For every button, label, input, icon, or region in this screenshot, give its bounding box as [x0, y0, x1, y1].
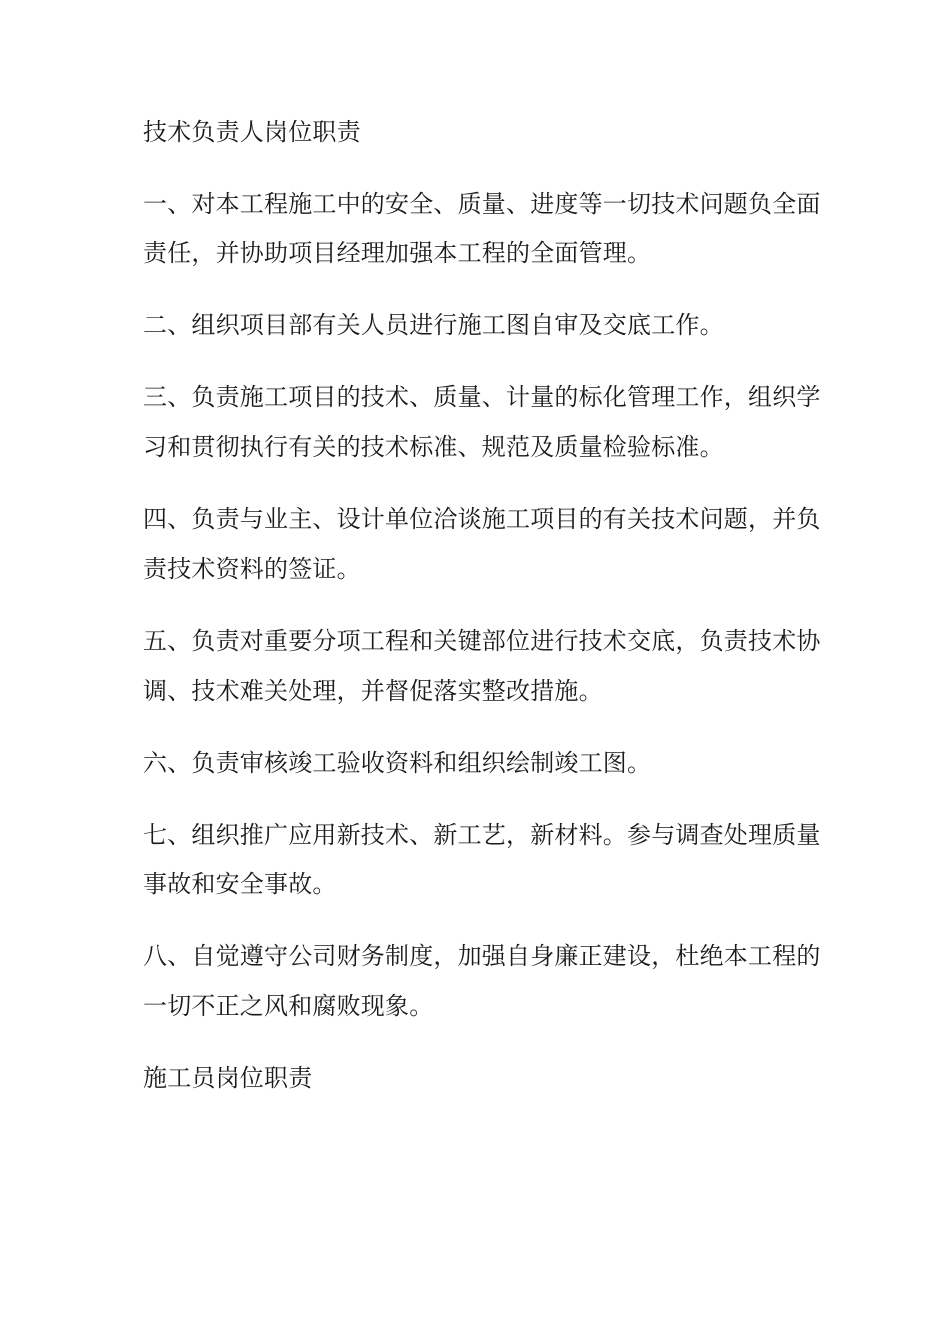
duty-item-3-line-2: 习和贯彻执行有关的技术标准、规范及质量检验标准。	[143, 433, 724, 461]
section-heading-construction-staff: 施工员岗位职责	[143, 1064, 313, 1092]
duty-item-4-line-2: 责技术资料的签证。	[143, 555, 361, 583]
duty-item-1-line-1: 一、对本工程施工中的安全、质量、进度等一切技术问题负全面	[143, 190, 821, 218]
duty-item-5-line-1: 五、负责对重要分项工程和关键部位进行技术交底，负责技术协	[143, 627, 821, 655]
duty-item-7-line-2: 事故和安全事故。	[143, 870, 337, 898]
duty-item-2-line-1: 二、组织项目部有关人员进行施工图自审及交底工作。	[143, 311, 724, 339]
duty-item-6-line-1: 六、负责审核竣工验收资料和组织绘制竣工图。	[143, 749, 652, 777]
duty-item-8-line-2: 一切不正之风和腐败现象。	[143, 992, 434, 1020]
duty-item-3-line-1: 三、负责施工项目的技术、质量、计量的标化管理工作，组织学	[143, 383, 821, 411]
duty-item-5-line-2: 调、技术难关处理，并督促落实整改措施。	[143, 677, 603, 705]
duty-item-7-line-1: 七、组织推广应用新技术、新工艺，新材料。参与调查处理质量	[143, 821, 821, 849]
duty-item-8-line-1: 八、自觉遵守公司财务制度，加强自身廉正建设，杜绝本工程的	[143, 942, 821, 970]
duty-item-4-line-1: 四、负责与业主、设计单位洽谈施工项目的有关技术问题，并负	[143, 505, 821, 533]
duty-item-1-line-2: 责任，并协助项目经理加强本工程的全面管理。	[143, 239, 652, 267]
section-heading-technical-lead: 技术负责人岗位职责	[143, 118, 361, 146]
